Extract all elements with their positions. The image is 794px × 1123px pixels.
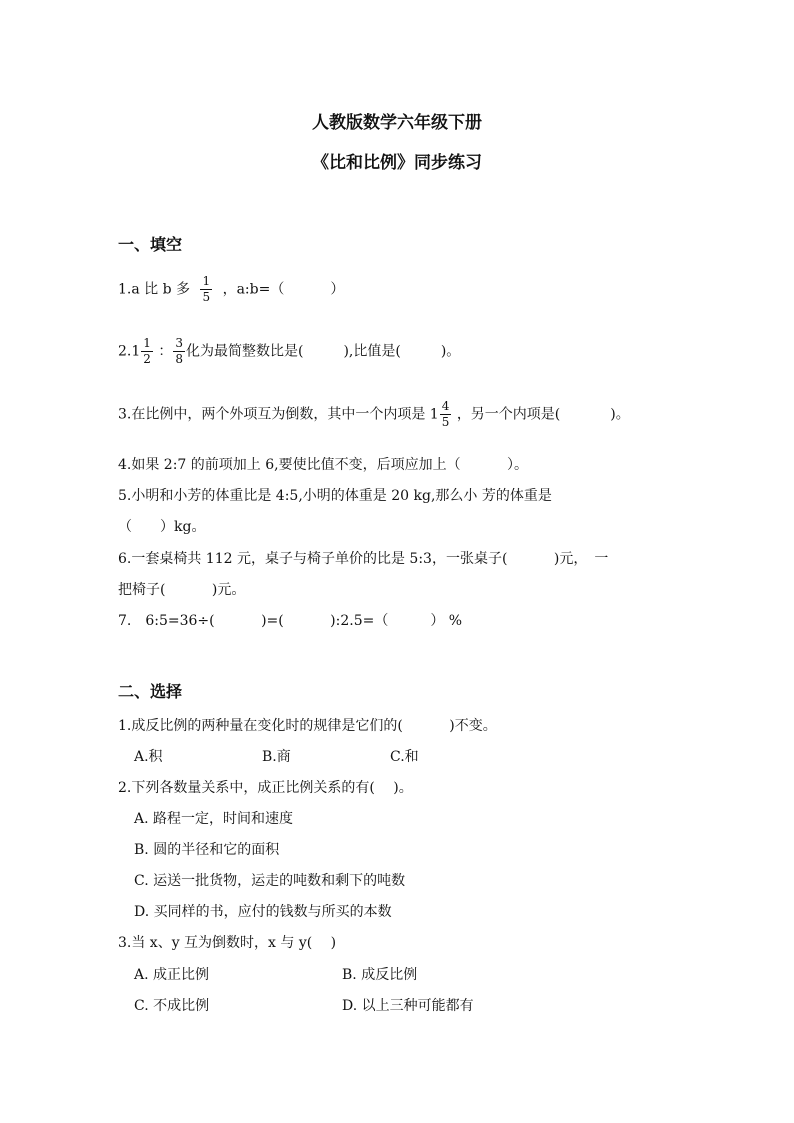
fill-question-2 [118,336,460,367]
fraction-denominator: 5 [441,415,450,429]
q2-text-b: ： [158,343,173,360]
section-heading-fill: 一、填空 [118,235,183,254]
fraction-denominator: 2 [143,352,151,366]
q3-text-a: 3.在比例中，两个外项互为倒数，其中一个内项是 1 [118,406,439,423]
fill-question-7: 7. 6:5=36÷( )=( ):2.5=（ ） % [118,613,463,629]
option-c[interactable]: C. 运送一批货物，运走的吨数和剩下的吨数 [134,873,406,889]
option-a[interactable]: A. 成正比例 [134,967,210,983]
q2-text-d: ),比值是( [343,343,401,360]
option-d[interactable]: D. 买同样的书，应付的钱数与所买的本数 [134,904,392,920]
fill-question-5: 5.小明和小芳的体重比是 4:5,小明的体重是 20 kg,那么小 芳的体重是 [118,488,552,504]
document-title: 人教版数学六年级下册 [312,113,482,133]
q2-text-c: 化为最简整数比是( [186,343,304,360]
option-c[interactable]: C. 不成比例 [134,998,210,1014]
q3-text-b: ，另一个内项是( [456,406,561,423]
q3-fraction [440,399,452,430]
q2-text-a: 2.1 [118,343,141,360]
q1-text-b: ，a:b=（ [222,281,285,298]
choice-question-1: 1.成反比例的两种量在变化时的规律是它们的( )不变。 [118,718,497,734]
fraction-numerator: 1 [143,336,151,350]
fill-question-4: 4.如果 2:7 的前项加上 6,要使比值不变，后项应加上（ ）。 [118,457,529,473]
fraction-numerator: 3 [175,336,183,350]
option-b[interactable]: B.商 [262,749,291,765]
option-a[interactable]: A.积 [134,749,163,765]
q3-text-c: )。 [610,406,630,423]
q2-text-e: )。 [440,343,461,360]
fraction-denominator: 8 [175,352,183,366]
fill-question-5-continued: （ ）kg。 [118,519,206,535]
fill-question-1 [118,274,344,305]
q2-fraction-1 [141,336,153,367]
fraction-denominator: 5 [202,290,211,304]
fraction-numerator: 4 [441,399,450,413]
document-subtitle: 《比和比例》同步练习 [312,153,482,173]
option-d[interactable]: D. 以上三种可能都有 [342,998,474,1014]
option-b[interactable]: B. 成反比例 [342,967,418,983]
option-a[interactable]: A. 路程一定，时间和速度 [134,811,294,827]
option-c[interactable]: C.和 [390,749,419,765]
fill-question-3 [118,399,630,430]
q1-text-a: 1.a 比 b 多 [118,281,191,298]
fraction-numerator: 1 [202,274,211,288]
q1-fraction [200,274,212,305]
choice-question-3: 3.当 x、y 互为倒数时，x 与 y( ) [118,935,337,951]
option-b[interactable]: B. 圆的半径和它的面积 [134,842,280,858]
q1-text-c: ） [330,281,345,298]
choice-question-2: 2.下列各数量关系中，成正比例关系的有( )。 [118,780,413,796]
fill-question-6: 6.一套桌椅共 112 元，桌子与椅子单价的比是 5:3，一张桌子( )元， 一 [118,551,609,567]
fill-question-6-continued: 把椅子( )元。 [118,582,246,598]
section-heading-choice: 二、选择 [118,682,183,701]
q2-fraction-2 [173,336,185,367]
